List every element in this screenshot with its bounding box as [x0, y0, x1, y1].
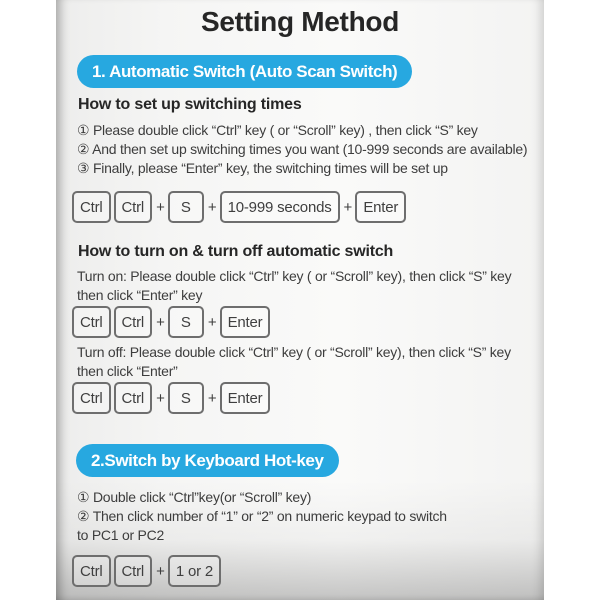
plus-sign: +: [207, 313, 217, 331]
key-combo-turn-on: [72, 306, 270, 338]
hotkey-step-2-continued: to PC1 or PC2: [77, 527, 165, 543]
heading-turn-on-off: How to turn on & turn off automatic switch: [78, 243, 394, 260]
plus-sign: +: [156, 389, 165, 407]
section-banner-automatic-switch: [77, 55, 412, 88]
turn-off-line-1: Turn off: Please double click “Ctrl” key ( or “Scroll” key), then click “S” key: [77, 344, 511, 360]
setup-step-1: ① Please double click “Ctrl” key ( or “Scroll” key) , then click “S” key: [77, 122, 478, 138]
plus-sign: +: [207, 389, 217, 407]
key-s: S: [168, 191, 204, 223]
plus-sign: +: [343, 198, 353, 216]
key-enter: Enter: [220, 382, 271, 414]
turn-on-instructions: [77, 267, 511, 305]
manual-page: [56, 0, 544, 600]
key-ctrl: Ctrl: [114, 306, 153, 338]
key-ctrl: Ctrl: [72, 191, 111, 223]
key-s: S: [168, 306, 204, 338]
key-ctrl: Ctrl: [114, 191, 153, 223]
setup-step-3: ③ Finally, please “Enter” key, the switching times will be set up: [77, 160, 448, 176]
turn-on-line-2: then click “Enter” key: [77, 287, 203, 303]
key-ctrl: Ctrl: [72, 382, 111, 414]
key-1-or-2: 1 or 2: [168, 555, 221, 587]
turn-off-instructions: [77, 343, 511, 381]
section-banner-label: 2.Switch by Keyboard Hot-key: [91, 450, 324, 470]
key-ctrl: Ctrl: [114, 382, 153, 414]
key-ctrl: Ctrl: [72, 555, 111, 587]
key-ctrl: Ctrl: [72, 306, 111, 338]
key-enter: Enter: [220, 306, 271, 338]
key-enter: Enter: [355, 191, 406, 223]
key-s: S: [168, 382, 204, 414]
key-ctrl: Ctrl: [114, 555, 153, 587]
hotkey-steps: [77, 488, 447, 545]
key-seconds-range: 10-999 seconds: [220, 191, 340, 223]
hotkey-step-1: ① Double click “Ctrl”key(or “Scroll” key): [77, 489, 312, 505]
page-title: Setting Method: [201, 6, 399, 37]
key-combo-switch-pc: [72, 555, 221, 587]
key-combo-turn-off: [72, 382, 270, 414]
key-combo-set-times: [72, 191, 406, 223]
heading-setup-switching-times: How to set up switching times: [78, 96, 302, 113]
plus-sign: +: [156, 198, 165, 216]
setup-steps: [77, 121, 527, 178]
setup-step-2: ② And then set up switching times you want (10-999 seconds are available): [77, 141, 528, 157]
section-banner-keyboard-hotkey: [76, 444, 339, 477]
hotkey-step-2: ② Then click number of “1” or “2” on numeric keypad to switch: [77, 508, 447, 524]
turn-on-line-1: Turn on: Please double click “Ctrl” key ( or “Scroll” key), then click “S” key: [77, 268, 512, 284]
plus-sign: +: [207, 198, 217, 216]
turn-off-line-2: then click “Enter”: [77, 363, 178, 379]
section-banner-label: 1. Automatic Switch (Auto Scan Switch): [92, 61, 398, 81]
plus-sign: +: [156, 562, 165, 580]
plus-sign: +: [156, 313, 165, 331]
